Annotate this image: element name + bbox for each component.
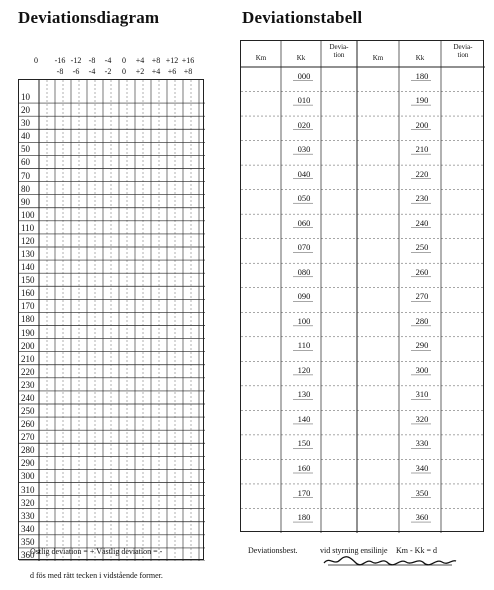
column-header: Kk (296, 54, 306, 62)
footer-formula: Km - Kk = d (396, 546, 437, 555)
footer-note: vid styrning ensilinje (320, 546, 388, 555)
course-label: 170 (21, 301, 35, 312)
compass-course-cell: 210 (415, 144, 429, 155)
course-label: 140 (21, 262, 35, 273)
course-label: 150 (21, 275, 35, 286)
compass-course-cell: 320 (415, 413, 429, 424)
compass-course-cell: 080 (297, 266, 311, 277)
scale-label: -4 (104, 56, 112, 65)
course-label: 180 (21, 314, 35, 325)
compass-course-cell: 350 (415, 487, 429, 498)
course-label: 210 (21, 353, 35, 364)
grid-lines (19, 80, 205, 561)
course-label: 100 (21, 209, 35, 220)
course-label: 340 (21, 523, 35, 534)
compass-course-cell: 300 (415, 364, 429, 375)
compass-course-cell: 230 (415, 193, 429, 204)
diagram-grid[interactable] (18, 79, 204, 560)
compass-course-cell: 070 (297, 242, 311, 253)
course-label: 200 (21, 340, 35, 351)
compass-course-cell: 120 (297, 364, 311, 375)
scale-label: +8 (183, 67, 193, 76)
compass-course-cell: 360 (415, 512, 429, 523)
column-header: Km (255, 54, 267, 62)
compass-course-cell: 060 (297, 217, 311, 228)
course-label: 350 (21, 536, 35, 547)
compass-course-cell: 040 (297, 168, 311, 179)
compass-course-cell: 240 (415, 217, 429, 228)
compass-course-cell: 220 (415, 168, 429, 179)
compass-course-cell: 030 (297, 144, 311, 155)
compass-course-cell: 050 (297, 193, 311, 204)
course-label: 300 (21, 471, 35, 482)
compass-course-cell: 110 (297, 340, 311, 351)
course-label: 160 (21, 288, 35, 299)
compass-course-cell: 010 (297, 95, 311, 106)
course-label: 230 (21, 379, 35, 390)
compass-course-cell: 280 (415, 315, 429, 326)
compass-course-cell: 260 (415, 266, 429, 277)
course-label: 60 (21, 157, 30, 168)
handwritten-signature (322, 555, 458, 567)
scale-label: -8 (88, 56, 96, 65)
footer-label: Deviationsbest. (248, 546, 298, 555)
compass-course-cell: 180 (297, 512, 311, 523)
course-label: 320 (21, 497, 35, 508)
compass-course-cell: 150 (297, 438, 311, 449)
scale-label: -4 (88, 67, 96, 76)
scale-label: +8 (151, 56, 161, 65)
deviation-table (240, 40, 484, 532)
compass-course-cell: 270 (415, 291, 429, 302)
scale-label: -6 (72, 67, 80, 76)
course-label: 330 (21, 510, 35, 521)
table-title: Deviationstabell (242, 8, 363, 27)
course-label: 260 (21, 419, 35, 430)
scale-label: +16 (181, 56, 195, 65)
course-label: 130 (21, 249, 35, 259)
compass-course-cell: 290 (415, 340, 429, 351)
diagram-title: Deviationsdiagram (18, 8, 160, 27)
table-lines (241, 41, 485, 533)
course-label: 310 (21, 484, 35, 495)
deviation-instruction-note: d fös med rätt tecken i vidstående former. (30, 571, 163, 580)
scale-label: 0 (34, 56, 38, 65)
compass-course-cell: 200 (415, 119, 429, 130)
scale-label: +2 (135, 67, 145, 76)
course-label: 50 (21, 144, 30, 155)
compass-course-cell: 330 (415, 438, 429, 449)
course-label: 120 (21, 235, 35, 246)
compass-course-cell: 180 (415, 70, 429, 81)
scale-label: -12 (70, 56, 82, 65)
deviation-sign-note: Ostlig deviation = + Västlig deviation = - (30, 547, 163, 556)
compass-course-cell: 020 (297, 119, 311, 130)
course-label: 250 (21, 406, 35, 416)
column-header: Kk (415, 54, 425, 62)
course-label: 20 (21, 105, 30, 116)
course-label: 270 (21, 432, 35, 443)
course-label: 360 (21, 549, 35, 560)
course-label: 30 (21, 118, 30, 129)
course-label: 220 (21, 366, 35, 377)
course-label: 290 (21, 458, 35, 469)
scale-label: -8 (56, 67, 64, 76)
compass-course-cell: 100 (297, 315, 311, 326)
scale-label: +12 (165, 56, 179, 65)
compass-course-cell: 310 (415, 389, 429, 400)
course-label: 240 (21, 392, 35, 403)
compass-course-cell: 170 (297, 487, 311, 498)
course-label: 280 (21, 445, 35, 456)
scale-label: -2 (104, 67, 112, 76)
compass-course-cell: 250 (415, 242, 429, 253)
scale-label: +4 (151, 67, 161, 76)
scale-label: +4 (135, 56, 145, 65)
course-label: 80 (21, 183, 30, 194)
course-label: 70 (21, 170, 30, 181)
compass-course-cell: 190 (415, 95, 429, 106)
compass-course-cell: 130 (297, 389, 311, 400)
compass-course-cell: 160 (297, 463, 311, 473)
compass-course-cell: 140 (297, 413, 311, 424)
scale-label: 0 (122, 56, 126, 65)
column-header: Devia- tion (453, 43, 473, 59)
column-header: Devia- tion (329, 43, 349, 59)
deviation-scale-bottom (14, 67, 204, 79)
compass-course-cell: 090 (297, 291, 311, 302)
course-label: 40 (21, 131, 30, 142)
scale-label: -16 (54, 56, 66, 65)
compass-course-cell: 340 (415, 463, 429, 473)
compass-course-cell: 000 (297, 70, 311, 81)
scale-label: +6 (167, 67, 177, 76)
column-header: Km (372, 54, 384, 62)
course-label: 110 (21, 222, 35, 233)
course-label: 90 (21, 196, 30, 207)
course-label: 190 (21, 327, 35, 338)
scale-label: 0 (122, 67, 126, 76)
course-label: 10 (21, 92, 30, 102)
